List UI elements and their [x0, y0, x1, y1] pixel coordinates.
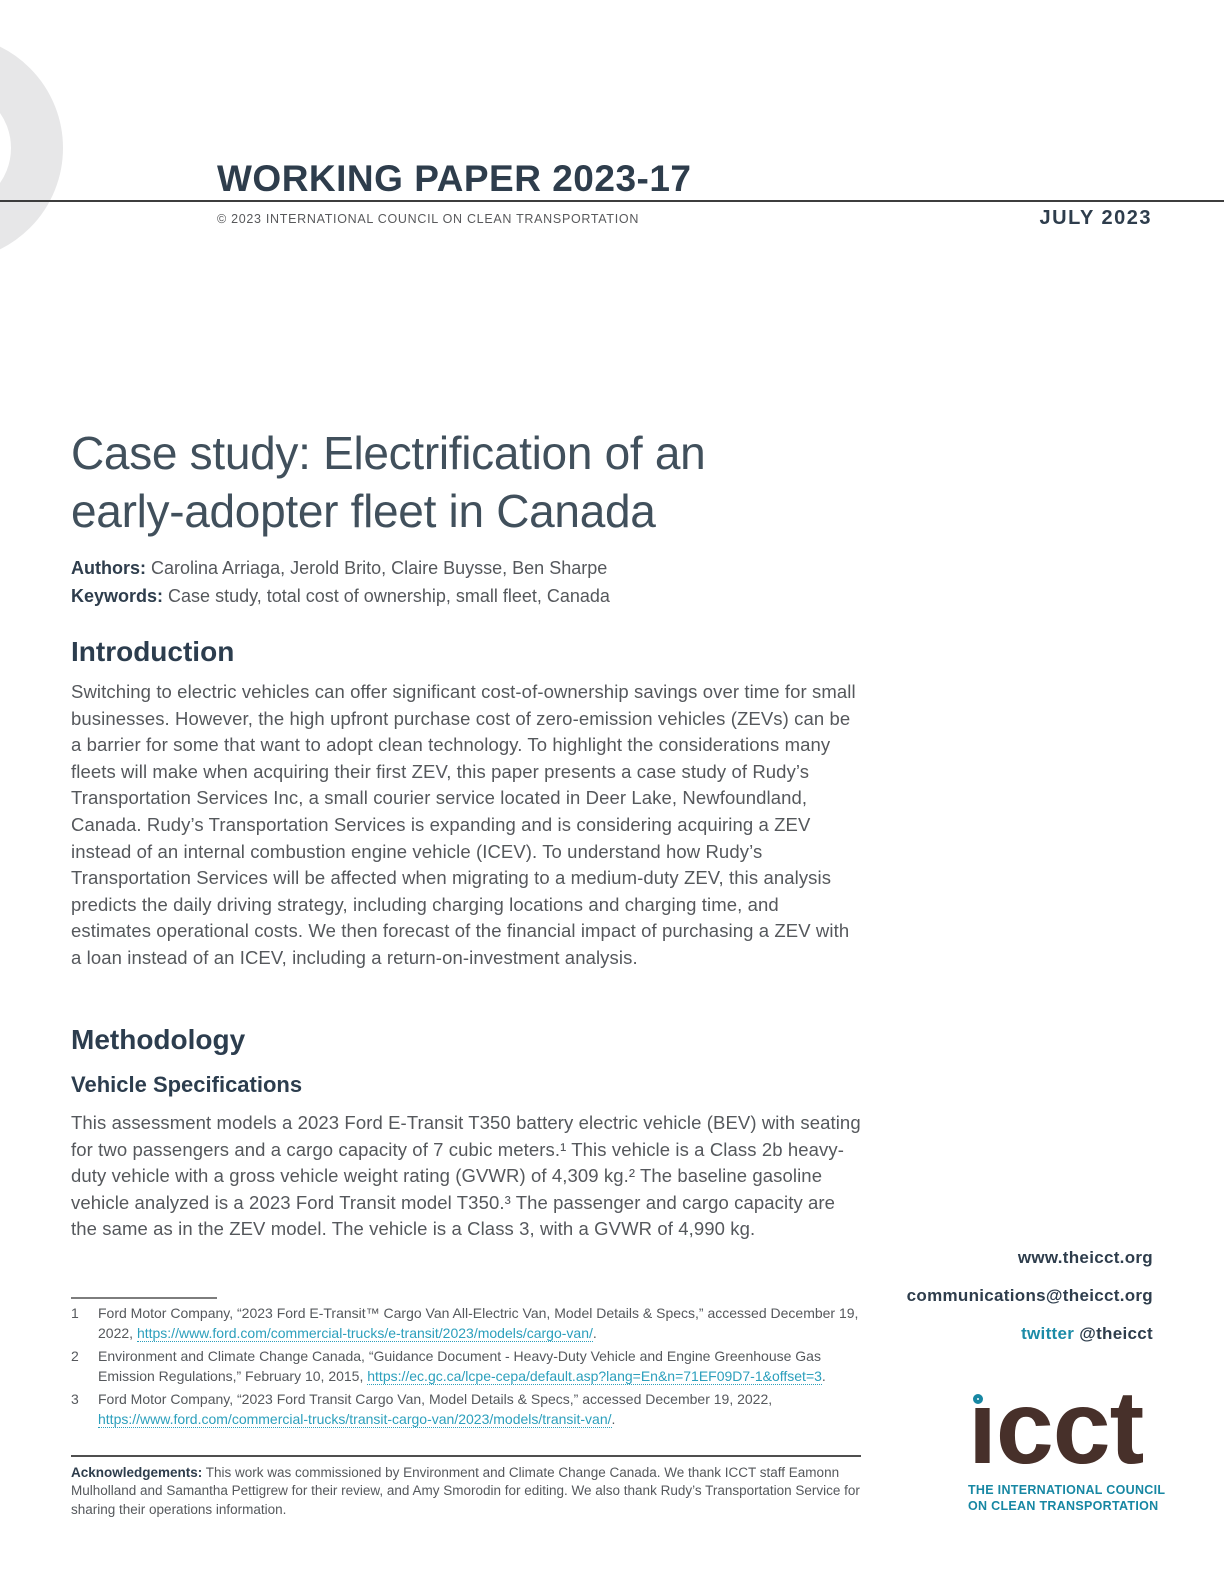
- copyright-text: © 2023 INTERNATIONAL COUNCIL ON CLEAN TRANSPORTATION: [217, 212, 640, 226]
- header-divider: [0, 200, 1224, 202]
- footnote-2: [71, 1346, 863, 1386]
- footnote-3-text: [98, 1389, 863, 1429]
- keywords-value: Case study, total cost of ownership, small fleet, Canada: [168, 586, 610, 606]
- footnote-1-link[interactable]: https://www.ford.com/commercial-trucks/e-transit/2023/models/cargo-van/: [136, 1325, 593, 1341]
- icct-logo-wordmark: ıcct: [968, 1370, 1144, 1486]
- footnote-3-number: 3: [71, 1391, 79, 1407]
- footnote-1: [71, 1303, 863, 1343]
- email-link[interactable]: communications@theicct.org: [906, 1286, 1153, 1305]
- acknowledgements-text: This work was commissioned by Environment and Climate Change Canada. We thank ICCT staff Eamonn Mulholland and Samantha Pettigrew for their review, and Amy Smorodin for editing. We also thank Rudy’s Transportation Service for sharing their operations information.: [71, 1465, 860, 1517]
- footnote-3-link[interactable]: https://www.ford.com/commercial-trucks/transit-cargo-van/2023/models/transit-van/: [98, 1411, 612, 1427]
- icct-logo-ring-icon: [973, 1394, 983, 1404]
- authors-value: Carolina Arriaga, Jerold Brito, Claire Buysse, Ben Sharpe: [151, 558, 608, 578]
- footnote-1-period: .: [592, 1325, 597, 1341]
- footnotes: [71, 1303, 863, 1432]
- icct-logo-tagline: [968, 1483, 1178, 1514]
- authors-line: [71, 558, 871, 579]
- decorative-ring-shape: [0, 35, 63, 261]
- issue-date: JULY 2023: [1039, 207, 1152, 229]
- footnote-1-number: 1: [71, 1305, 79, 1321]
- twitter-label: twitter: [1021, 1324, 1075, 1343]
- footnote-2-period: .: [821, 1368, 826, 1384]
- acknowledgements-separator: [71, 1455, 861, 1457]
- footnote-3-period: .: [611, 1411, 616, 1427]
- working-paper-label: WORKING PAPER 2023-17: [217, 158, 692, 199]
- keywords-label: Keywords:: [71, 586, 164, 606]
- footnote-1-citation: Ford Motor Company, “2023 Ford E-Transit™ Cargo Van All-Electric Van, Model Details & Specs,” accessed December 19, 2022,: [98, 1305, 859, 1341]
- page-title: [71, 424, 871, 540]
- icct-tagline-line2: ON CLEAN TRANSPORTATION: [968, 1498, 1159, 1513]
- keywords-line: [71, 586, 871, 607]
- footnote-2-number: 2: [71, 1348, 79, 1364]
- vehicle-specifications-paragraph: This assessment models a 2023 Ford E-Transit T350 battery electric vehicle (BEV) with seating for two passengers and a cargo capacity of 7 cubic meters.¹ This vehicle is a Class 2b heavy-duty vehicle with a gross vehicle weight rating (GVWR) of 4,309 kg.² The baseline gasoline vehicle analyzed is a 2023 Ford Transit model T350.³ The passenger and cargo capacity are the same as in the ZEV model. The vehicle is a Class 3, with a GVWR of 4,990 kg.: [71, 1112, 861, 1240]
- footnote-separator: [71, 1297, 217, 1299]
- footnote-3-citation: Ford Motor Company, “2023 Ford Transit Cargo Van, Model Details & Specs,” accessed December 19, 2022,: [98, 1391, 773, 1407]
- footnote-2-link[interactable]: https://ec.gc.ca/lcpe-cepa/default.asp?lang=En&n=71EF09D7-1&offset=3: [367, 1368, 822, 1384]
- acknowledgements-paragraph: [71, 1464, 863, 1519]
- icct-logo: [968, 1370, 1178, 1514]
- icct-tagline-line1: THE INTERNATIONAL COUNCIL: [968, 1483, 1166, 1497]
- footnote-2-citation: Environment and Climate Change Canada, “Guidance Document - Heavy-Duty Vehicle and Engine Greenhouse Gas Emission Regulations,” February 10, 2015,: [98, 1348, 821, 1384]
- twitter-handle-link[interactable]: @theicct: [1079, 1324, 1153, 1343]
- vehicle-specifications-heading: Vehicle Specifications: [71, 1072, 303, 1097]
- methodology-heading: Methodology: [71, 1024, 246, 1055]
- footnote-2-text: [98, 1346, 863, 1386]
- authors-label: Authors:: [71, 558, 146, 578]
- footnote-3: [71, 1389, 863, 1429]
- introduction-paragraph: Switching to electric vehicles can offer significant cost-of-ownership savings over time for small businesses. However, the high upfront purchase cost of zero-emission vehicles (ZEVs) can be a barrier for some that want to adopt clean technology. To highlight the considerations many fleets will make when acquiring their first ZEV, this paper presents a case study of Rudy’s Transportation Services Inc, a small courier service located in Deer Lake, Newfoundland, Canada. Rudy’s Transportation Services is expanding and is considering acquiring a ZEV instead of an internal combustion engine vehicle (ICEV). To understand how Rudy’s Transportation Services will be affected when migrating to a medium-duty ZEV, this analysis predicts the daily driving strategy, including charging locations and charging time, and estimates operational costs. We then forecast of the financial impact of purchasing a ZEV with a loan instead of an ICEV, including a return-on-investment analysis.: [71, 681, 856, 968]
- page-title-line2: early-adopter fleet in Canada: [71, 485, 656, 537]
- introduction-heading: Introduction: [71, 636, 235, 667]
- website-link[interactable]: www.theicct.org: [1017, 1248, 1153, 1267]
- page-title-line1: Case study: Electrification of an: [71, 427, 706, 479]
- acknowledgements-label: Acknowledgements:: [71, 1465, 203, 1480]
- footnote-1-text: [98, 1303, 863, 1343]
- twitter-line: [1021, 1324, 1153, 1344]
